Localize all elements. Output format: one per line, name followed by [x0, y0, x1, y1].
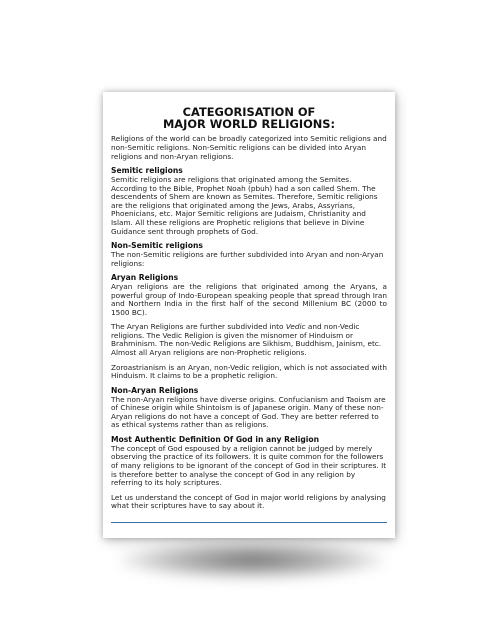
- closing-paragraph: Let us understand the concept of God in major world religions by analysing what their scriptures have to say about it.: [111, 492, 386, 511]
- authentic-definition-heading: Most Authentic Definition Of God in any Religion: [111, 435, 319, 445]
- zoroastrianism-paragraph: Zoroastrianism is an Aryan, non-Vedic religion, which is not associated with Hinduism. It claims to be a prophetic religion.: [111, 362, 387, 381]
- page-title: [111, 106, 387, 130]
- nonsemitic-heading: Non-Semitic religions: [111, 241, 203, 251]
- intro-paragraph: Religions of the world can be broadly categorized into Semitic religions and non-Semitic religions. Non-Semitic religions can be divided into Aryan religions and non-Aryan religions.: [111, 134, 387, 161]
- nonaryan-paragraph: The non-Aryan religions have diverse origins. Confucianism and Taoism are of Chinese origin while Shintoism is of Japanese origin. Many of these non-Aryan religions do not have a concept of God. They are better referred to as ethical systems rather than as religions.: [111, 394, 386, 430]
- nonaryan-heading: Non-Aryan Religions: [111, 385, 199, 395]
- semitic-paragraph: Semitic religions are religions that originated among the Semites. According to the Bible, Prophet Noah (pbuh) had a son called Shem. The descendents of Shem are known as Semites. Therefore, Semitic religions are the religions that originated among the Jews, Arabs, Assyrians, Phoenicians, etc. Major Semitic religions are Judaism, Christianity and Islam. All these religions are Prophetic religions that believe in Divine Guidance sent through prophets of God.: [111, 174, 378, 236]
- page-shadow: [118, 540, 386, 580]
- bottom-rule: [111, 522, 387, 523]
- document-page: [103, 92, 395, 538]
- title-line-2: MAJOR WORLD RELIGIONS:: [162, 117, 336, 132]
- aryan-paragraph: Aryan religions are the religions that originated among the Aryans, a powerful group of Indo-European speaking people that spread through Iran and Northern India in the first half of the second Millenium BC (2000 to 1500 BC).: [111, 281, 387, 317]
- nonsemitic-paragraph: The non-Semitic religions are further subdivided into Aryan and non-Aryan religions:: [111, 249, 384, 268]
- aryan-heading: Aryan Religions: [111, 273, 179, 283]
- title-line-1: CATEGORISATION OF: [182, 105, 316, 119]
- aryan-subdivision-text-a: The Aryan Religions are further subdivided into: [111, 322, 286, 332]
- authentic-definition-paragraph: The concept of God espoused by a religion cannot be judged by merely observing the practice of its followers. It is quite common for the followers of many religions to be ignorant of the concept of God in their scriptures. It is therefore better to analyse the concept of God in any religion by referring to its holy scriptures.: [111, 443, 387, 488]
- aryan-subdivision-text-b: and non-Vedic religions. The Vedic Religion is given the misnomer of Hinduism or Brahminism. The non-Vedic Religions are Sikhism, Buddhism, Jainism, etc. Almost all Aryan religions are non-Prophetic religions.: [111, 322, 382, 358]
- semitic-heading: Semitic religions: [111, 166, 183, 176]
- aryan-subdivision-paragraph: [111, 323, 387, 357]
- vedic-emphasis: Vedic: [285, 322, 306, 332]
- page-content: [111, 106, 387, 517]
